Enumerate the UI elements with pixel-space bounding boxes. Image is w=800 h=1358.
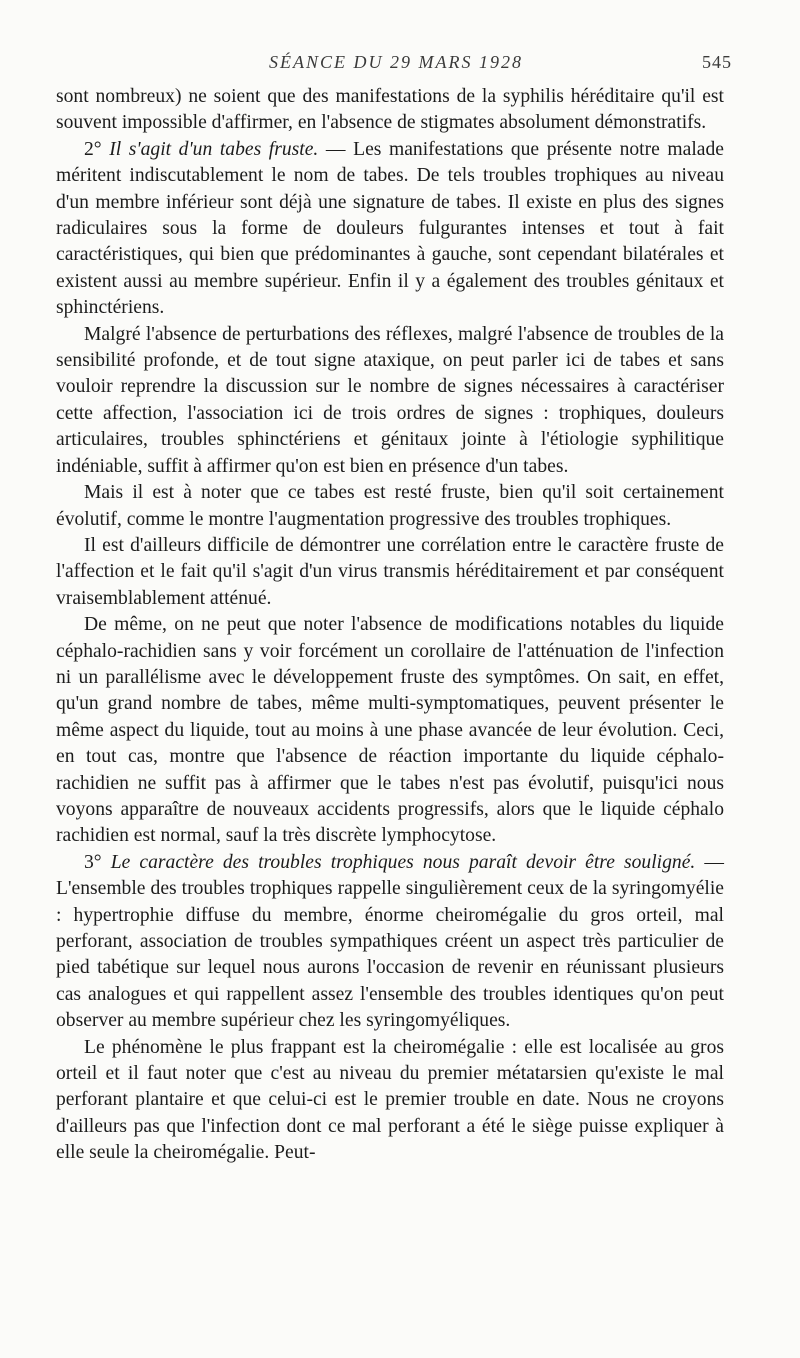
section-heading: Le caractère des troubles trophiques nous paraît devoir être souligné. [110,851,696,873]
paragraph [56,137,724,322]
paragraph-text: sont nombreux) ne soient que des manifestations de la syphilis héréditaire qu'il est souvent impossible d'affirmer, en l'absence de stigmates absolument démonstratifs. [56,86,724,134]
page-header [60,52,732,78]
section-heading: Il s'agit d'un tabes fruste. [109,138,319,160]
paragraph [56,850,724,1035]
body-text [56,84,724,1167]
paragraph-text: Il est d'ailleurs difficile de démontrer une corrélation entre le caractère fruste de l'affection et le fait qu'il s'agit d'un virus transmis héréditairement et par conséquent vraisemblablement atténué. [56,534,724,609]
paragraph-text: Le phénomène le plus frappant est la cheiromégalie : elle est localisée au gros orteil et il faut noter que c'est au niveau du premier métatarsien qu'existe le mal perforant plantaire et que celui-ci est le premier trouble en date. Nous ne croyons d'ailleurs pas que l'infection dont ce mal perforant a été le siège puisse expliquer à elle seule la cheiromégalie. Peut- [56,1036,724,1164]
paragraph [56,533,724,612]
paragraph-text: De même, on ne peut que noter l'absence de modifications notables du liquide céphalo-rachidien sans y voir forcément un corollaire de l'atténuation de l'infection ni un parallélisme avec le développement fruste des symptômes. On sait, en effet, qu'un grand nombre de tabes, même multi-symptomatiques, peuvent présenter le même aspect du liquide, tout au moins à une phase avancée de leur évolution. Ceci, en tout cas, montre que l'absence de réaction importante du liquide céphalo-rachidien ne suffit pas à affirmer que le tabes n'est pas évolutif, puisqu'ici nous voyons apparaître de nouveaux accidents progressifs, alors que le liquide céphalo rachidien est normal, sauf la très discrète lymphocytose. [56,614,724,847]
paragraph-text: — Les manifestations que présente notre malade méritent indiscutablement le nom de tabes. De tels troubles trophiques au niveau d'un membre inférieur sont déjà une signature de tabes. Il existe en plus des signes radiculaires sous la forme de douleurs fulgurantes intenses et tout à fait caractéristiques, qui bien que prédominantes à gauche, sont cependant bilatérales et existent aussi au membre supérieur. Enfin il y a également des troubles génitaux et sphinctériens. [56,138,725,319]
section-number: 3° [84,851,111,873]
page-number: 545 [702,52,732,72]
paragraph [56,322,724,480]
paragraph-text: Mais il est à noter que ce tabes est resté fruste, bien qu'il soit certainement évolutif, comme le montre l'augmentation progressive des troubles trophiques. [56,482,724,530]
paragraph [56,612,724,850]
paragraph [56,1035,724,1167]
paragraph [56,84,724,137]
paragraph-text: — L'ensemble des troubles trophiques rappelle singulièrement ceux de la syringomyélie : hypertrophie diffuse du membre, énorme cheiromégalie du gros orteil, mal perforant, association de troubles sympathiques créent un aspect très particulier de pied tabétique sur lequel nous aurons l'occasion de revenir en réunissant plusieurs cas analogues et qui rappellent assez l'ensemble des troubles identiques qu'on peut observer au membre supérieur chez les syringomyéliques. [56,851,724,1032]
section-number: 2° [84,138,110,160]
paragraph [56,480,724,533]
running-head: SÉANCE DU 29 MARS 1928 [269,52,523,72]
paragraph-text: Malgré l'absence de perturbations des réflexes, malgré l'absence de troubles de la sensibilité profonde, et de tout signe ataxique, on peut parler ici de tabes et sans vouloir reprendre la discussion sur le nombre de signes nécessaires à caractériser cette affection, l'association ici de trois ordres de signes : trophiques, douleurs articulaires, troubles sphinctériens et génitaux jointe à l'étiologie syphilitique indéniable, suffit à affirmer qu'on est bien en présence d'un tabes. [56,323,724,477]
